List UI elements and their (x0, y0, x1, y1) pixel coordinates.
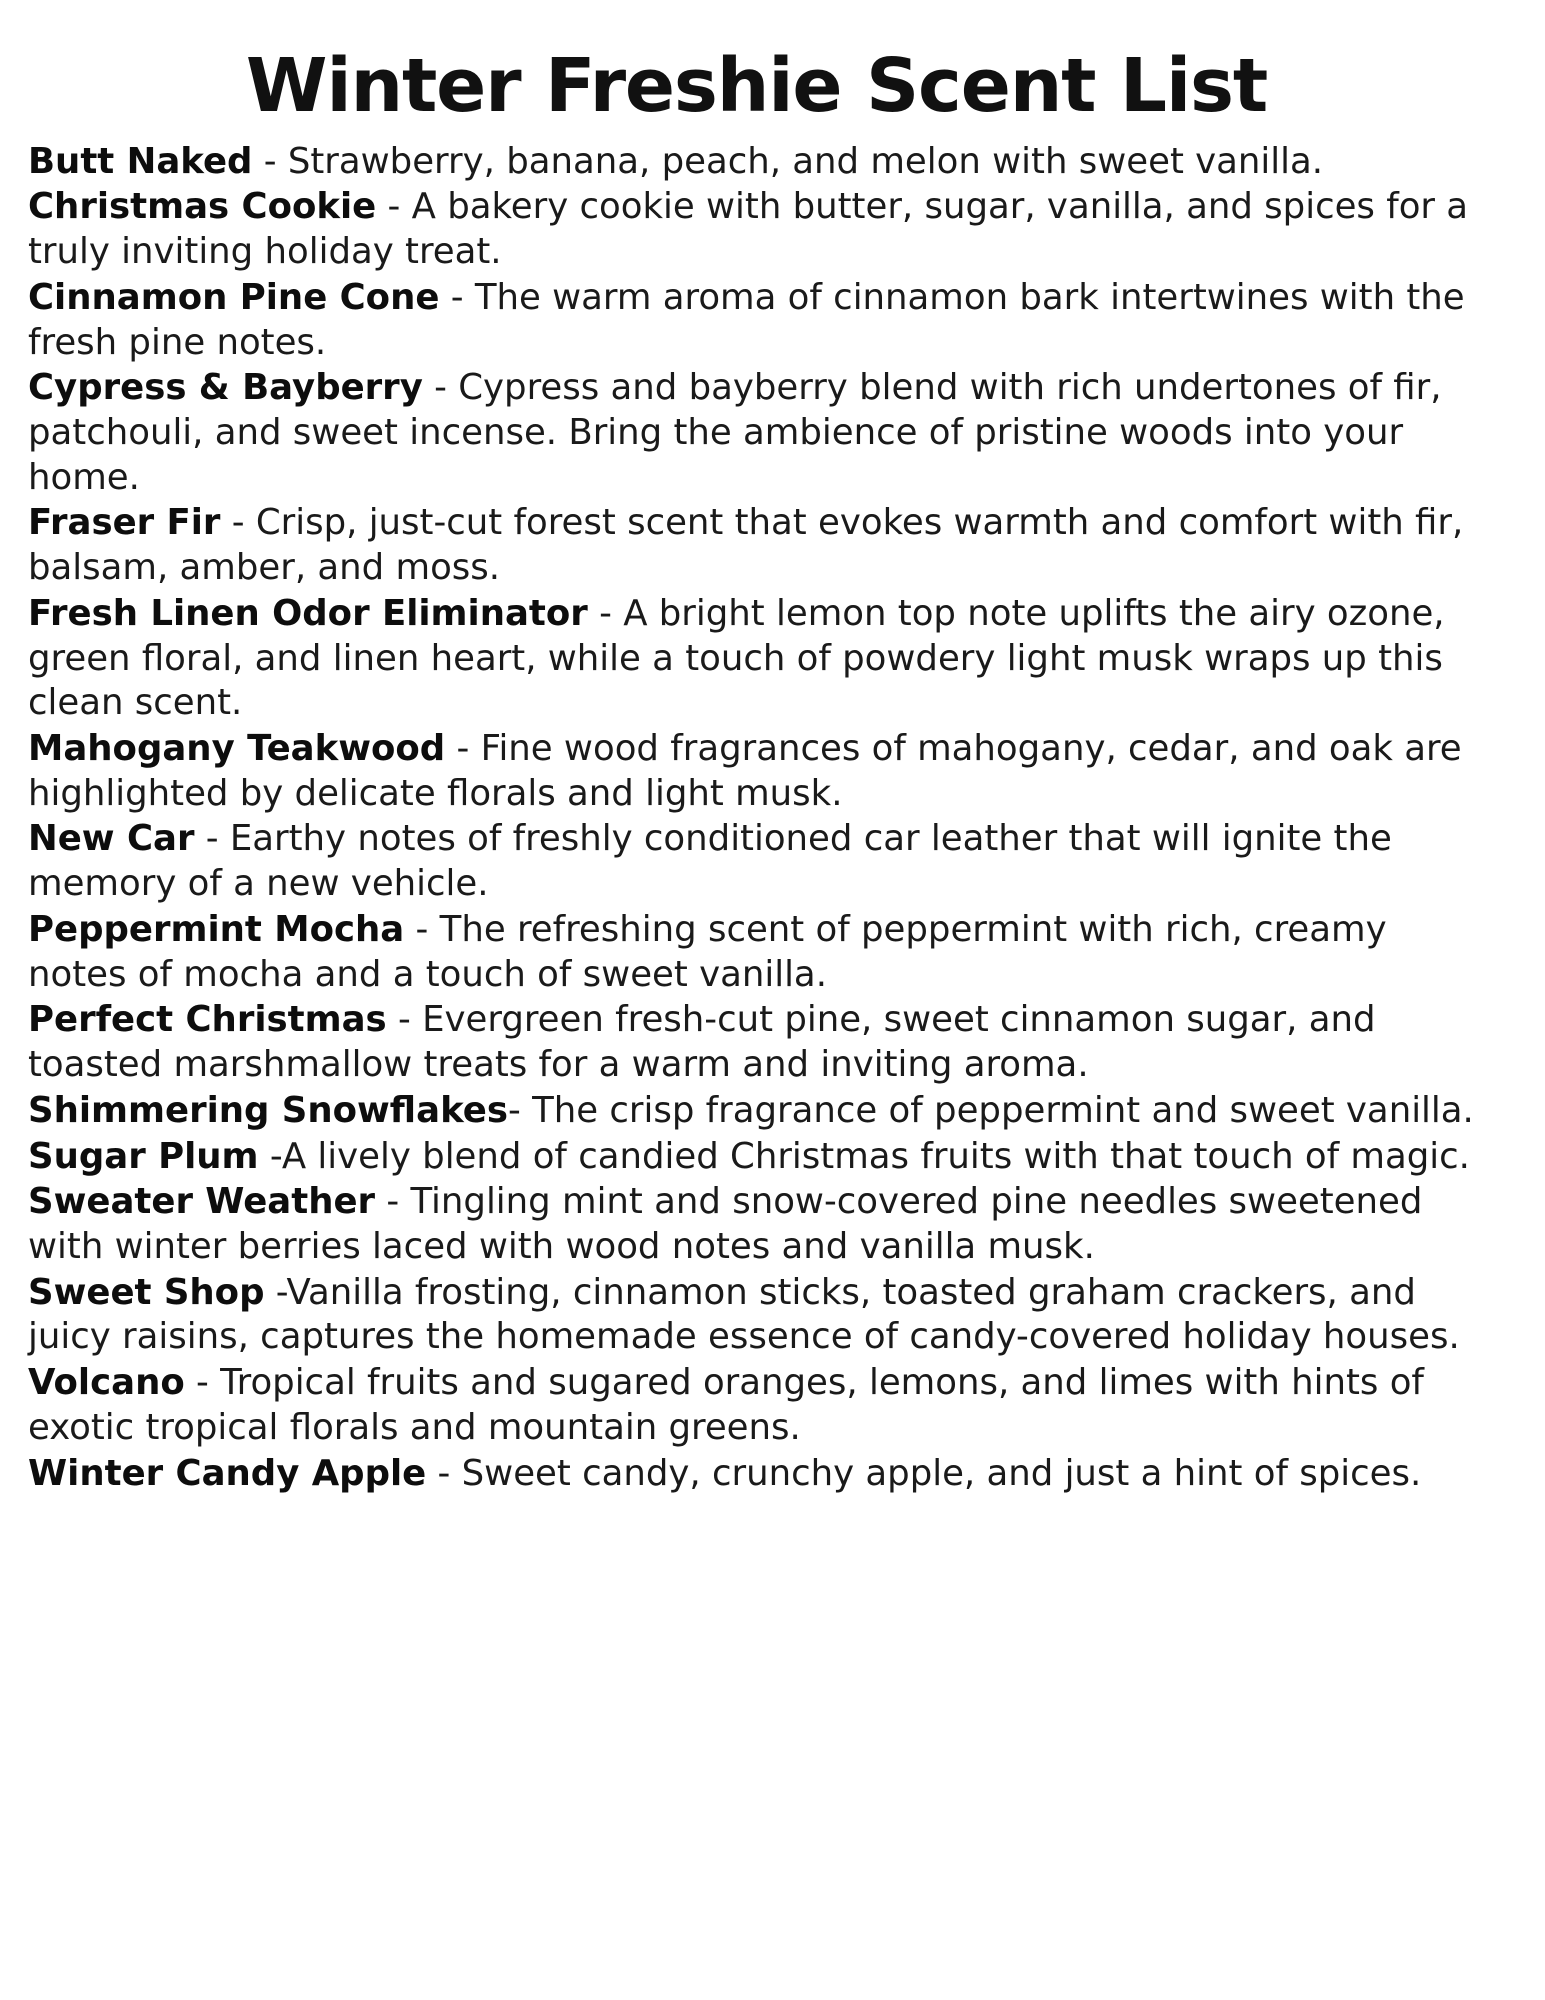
scent-description: Evergreen fresh-cut pine, sweet cinnamon sugar, and toasted marshmallow treats for a warm and inviting aroma. (28, 999, 1376, 1086)
list-item (28, 1135, 1485, 1180)
scent-separator: - (264, 1271, 287, 1313)
scent-description: Strawberry, banana, peach, and melon with sweet vanilla. (287, 140, 1324, 182)
scent-separator: - (220, 502, 256, 544)
scent-separator: - (426, 1452, 462, 1494)
scent-description: The refreshing scent of peppermint with rich, creamy notes of mocha and a touch of sweet vanilla. (28, 908, 1387, 995)
scent-name: Winter Candy Apple (28, 1452, 427, 1494)
scent-separator: - (422, 367, 459, 409)
scent-description: The crisp fragrance of peppermint and sweet vanilla. (532, 1089, 1474, 1131)
scent-separator: - (404, 908, 440, 950)
scent-name: Sweater Weather (28, 1181, 376, 1223)
scent-separator: - (184, 1362, 221, 1404)
scent-name: Christmas Cookie (28, 186, 377, 228)
scent-name: Fraser Fir (28, 502, 221, 544)
list-item (28, 1089, 1485, 1134)
scent-name: Sugar Plum (28, 1135, 259, 1177)
list-item (28, 276, 1485, 365)
scent-name: Shimmering Snowflakes (28, 1089, 508, 1131)
list-item (28, 908, 1485, 997)
list-item (28, 592, 1485, 726)
scent-description: Earthy notes of freshly conditioned car leather that will ignite the memory of a new vehicle. (28, 818, 1392, 905)
scent-name: Peppermint Mocha (28, 908, 405, 950)
scent-description: A lively blend of candied Christmas fruits with that touch of magic. (281, 1135, 1470, 1177)
scent-description: A bakery cookie with butter, sugar, vanilla, and spices for a truly inviting holiday treat. (28, 186, 1469, 273)
list-item (28, 998, 1485, 1087)
scent-separator: - (375, 1181, 411, 1223)
scent-separator: - (587, 592, 624, 634)
list-item (28, 140, 1485, 185)
scent-description: Sweet candy, crunchy apple, and just a hint of spices. (461, 1452, 1422, 1494)
scent-name: New Car (28, 818, 195, 860)
list-item (28, 817, 1485, 906)
scent-separator: - (376, 186, 412, 228)
list-item (28, 1361, 1485, 1450)
scent-separator: - (507, 1089, 533, 1131)
list-item (28, 1452, 1485, 1497)
list-item (28, 1180, 1485, 1269)
list-item (28, 185, 1485, 274)
page-title: Winter Freshie Scent List (245, 43, 1268, 129)
scent-description: Tropical fruits and sugared oranges, lemons, and limes with hints of exotic tropical florals and mountain greens. (28, 1362, 1424, 1448)
scent-description: Tingling mint and snow-covered pine needles sweetened with winter berries laced with wood notes and vanilla musk. (28, 1181, 1423, 1267)
scent-name: Cypress & Bayberry (28, 367, 423, 409)
scent-name: Perfect Christmas (28, 999, 387, 1041)
scent-description: Vanilla frosting, cinnamon sticks, toasted graham crackers, and juicy raisins, captures the homemade essence of candy-covered holiday houses. (28, 1271, 1460, 1358)
scent-name: Sweet Shop (28, 1271, 265, 1313)
scent-description: Fine wood fragrances of mahogany, cedar, and oak are highlighted by delicate florals and light musk. (28, 728, 1462, 814)
scent-name: Fresh Linen Odor Eliminator (28, 592, 588, 634)
scent-name: Mahogany Teakwood (28, 728, 446, 770)
scent-separator: - (258, 1135, 282, 1177)
scent-name: Volcano (28, 1362, 185, 1404)
list-item (28, 727, 1485, 816)
scent-description: Crisp, just-cut forest scent that evokes warmth and comfort with fir, balsam, amber, and moss. (28, 502, 1464, 589)
scent-name: Cinnamon Pine Cone (28, 276, 440, 318)
scent-name: Butt Naked (28, 140, 253, 182)
scent-separator: - (252, 140, 288, 182)
list-item (28, 366, 1485, 500)
scent-separator: - (445, 728, 481, 770)
scent-list (28, 140, 1485, 1497)
scent-separator: - (194, 818, 230, 860)
list-item (28, 501, 1485, 590)
scent-separator: - (386, 999, 423, 1041)
scent-description: Cypress and bayberry blend with rich undertones of fir, patchouli, and sweet incense. Bring the ambience of pristine woods into your home. (28, 367, 1442, 498)
scent-separator: - (439, 276, 475, 318)
list-item (28, 1271, 1485, 1360)
scent-description: The warm aroma of cinnamon bark intertwines with the fresh pine notes. (28, 276, 1465, 363)
scent-description: A bright lemon top note uplifts the airy ozone, green floral, and linen heart, while a touch of powdery light musk wraps up this clean scent. (28, 592, 1445, 724)
